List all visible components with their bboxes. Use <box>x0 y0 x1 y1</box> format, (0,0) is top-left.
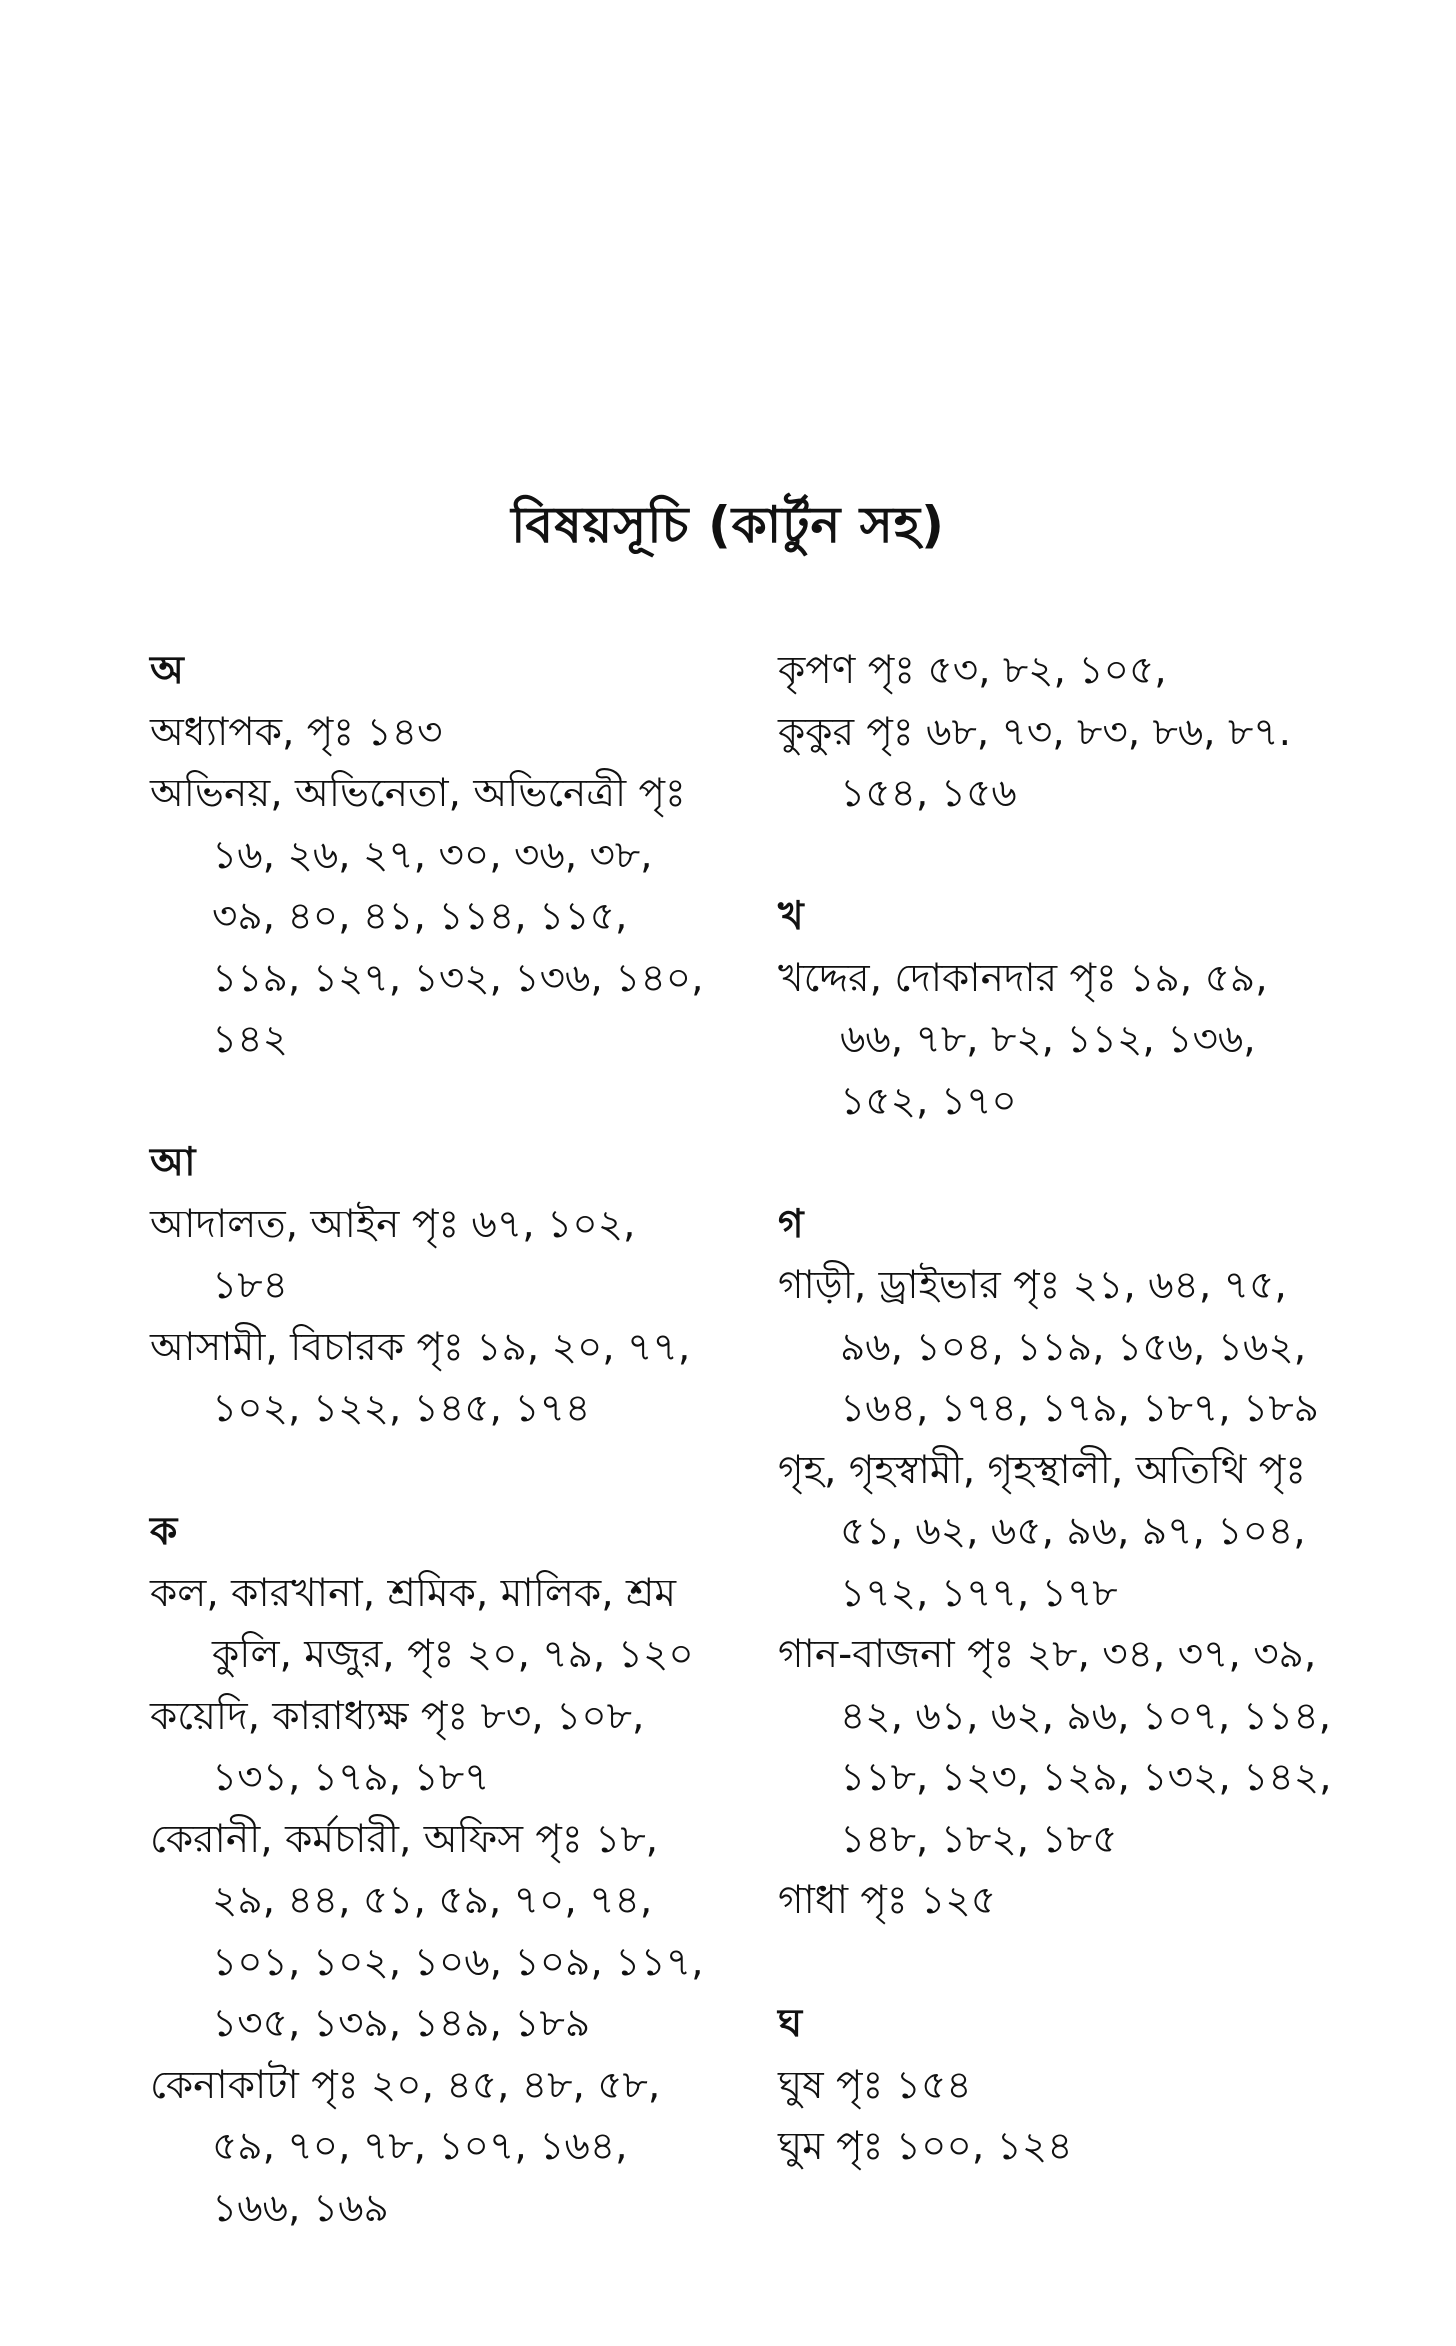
entry-heading-line: আদালত, আইন পৃঃ ৬৭, ১০২, <box>150 1201 636 1247</box>
entry-heading-line: গৃহ, গৃহস্বামী, গৃহস্থালী, অতিথি পৃঃ <box>778 1447 1307 1493</box>
index-entry <box>150 1194 730 1317</box>
index-entry <box>778 640 1358 702</box>
section-letter: আ <box>150 1140 196 1185</box>
entry-heading-line: গাড়ী, ড্রাইভার পৃঃ ২১, ৬৪, ৭৫, <box>778 1263 1287 1308</box>
entry-continuation-line: ৫১, ৬২, ৬৫, ৯৬, ৯৭, ১০৪, <box>840 1509 1306 1554</box>
entry-continuation-line: ১৪৮, ১৮২, ১৮৫ <box>840 1816 1118 1862</box>
entry-continuation-line: ১০২, ১২২, ১৪৫, ১৭৪ <box>212 1386 591 1431</box>
section-gap <box>778 1932 1358 1994</box>
index-entry <box>778 1255 1358 1440</box>
section-gap <box>150 1071 730 1133</box>
section-gap <box>150 1440 730 1502</box>
entry-heading-line: কৃপণ পৃঃ ৫৩, ৮২, ১০৫, <box>778 648 1167 693</box>
index-entry <box>778 2116 1358 2178</box>
section-gap <box>778 825 1358 887</box>
section-letter: গ <box>778 1201 804 1247</box>
entry-continuation-line: ১৬৬, ১৬৯ <box>212 2185 389 2231</box>
section-letter: খ <box>778 894 804 939</box>
entry-continuation-line: ৬৬, ৭৮, ৮২, ১১২, ১৩৬, <box>840 1017 1256 1062</box>
entry-heading-line: কয়েদি, কারাধ্যক্ষ পৃঃ ৮৩, ১০৮, <box>150 1693 645 1739</box>
index-entry <box>778 1440 1358 1625</box>
entry-continuation-line: ১১৯, ১২৭, ১৩২, ১৩৬, ১৪০, <box>212 955 704 1001</box>
section-letter: ক <box>150 1509 178 1554</box>
section-letter: ঘ <box>778 2001 803 2046</box>
page-title: বিষয়সূচি (কার্টুন সহ) <box>511 496 945 554</box>
index-entry <box>778 1870 1358 1932</box>
entry-continuation-line: ১০১, ১০২, ১০৬, ১০৯, ১১৭, <box>212 1939 704 1985</box>
entry-heading-line: খদ্দের, দোকানদার পৃঃ ১৯, ৫৯, <box>778 955 1268 1001</box>
entry-continuation-line: ৩৯, ৪০, ৪১, ১১৪, ১১৫, <box>212 894 628 939</box>
entry-continuation-line: ১৩৫, ১৩৯, ১৪৯, ১৮৯ <box>212 2001 591 2046</box>
section-gap <box>778 1132 1358 1194</box>
entry-heading-line: কেনাকাটা পৃঃ ২০, ৪৫, ৪৮, ৫৮, <box>150 2062 661 2108</box>
entry-continuation-line: ১৬, ২৬, ২৭, ৩০, ৩৬, ৩৮, <box>212 832 653 878</box>
entry-heading-line: অধ্যাপক, পৃঃ ১৪৩ <box>150 709 443 755</box>
index-entry <box>150 1563 730 1686</box>
index-entry <box>150 2055 730 2240</box>
index-entry <box>778 702 1358 825</box>
index-entry <box>150 1686 730 1809</box>
entry-continuation-line: ১৪২ <box>212 1017 288 1062</box>
entry-heading-line: কল, কারখানা, শ্রমিক, মালিক, শ্রম <box>150 1570 676 1616</box>
entry-heading-line: কেরানী, কর্মচারী, অফিস পৃঃ ১৮, <box>150 1816 659 1862</box>
entry-heading-line: গাধা পৃঃ ১২৫ <box>778 1878 997 1923</box>
index-entry <box>778 2055 1358 2117</box>
index-entry <box>150 702 730 764</box>
entry-continuation-line: ১৫২, ১৭০ <box>840 1078 1017 1124</box>
entry-heading-line: কুকুর পৃঃ ৬৮, ৭৩, ৮৩, ৮৬, ৮৭. <box>778 709 1292 755</box>
index-entry <box>150 1317 730 1440</box>
index-column-right <box>778 640 1358 2178</box>
index-entry <box>150 1809 730 2055</box>
entry-continuation-line: ১৩১, ১৭৯, ১৮৭ <box>212 1755 490 1800</box>
index-column-left <box>150 640 730 2239</box>
entry-continuation-line: ৯৬, ১০৪, ১১৯, ১৫৬, ১৬২, <box>840 1324 1307 1370</box>
entry-continuation-line: ৪২, ৬১, ৬২, ৯৬, ১০৭, ১১৪, <box>840 1693 1332 1739</box>
index-entry <box>778 1624 1358 1870</box>
entry-heading-line: অভিনয়, অভিনেতা, অভিনেত্রী পৃঃ <box>150 771 686 816</box>
entry-heading-line: ঘুম পৃঃ ১০০, ১২৪ <box>778 2124 1073 2169</box>
entry-continuation-line: ৫৯, ৭০, ৭৮, ১০৭, ১৬৪, <box>212 2124 628 2169</box>
entry-heading-line: আসামী, বিচারক পৃঃ ১৯, ২০, ৭৭, <box>150 1324 691 1370</box>
entry-continuation-line: ১৮৪ <box>212 1263 288 1308</box>
index-entry <box>778 948 1358 1133</box>
entry-continuation-line: ২৯, ৪৪, ৫১, ৫৯, ৭০, ৭৪, <box>212 1878 653 1923</box>
entry-continuation-line: কুলি, মজুর, পৃঃ ২০, ৭৯, ১২০ <box>212 1632 694 1677</box>
index-entry <box>150 763 730 1071</box>
entry-heading-line: ঘুষ পৃঃ ১৫৪ <box>778 2062 972 2108</box>
entry-continuation-line: ১৫৪, ১৫৬ <box>840 771 1017 816</box>
entry-continuation-line: ১৭২, ১৭৭, ১৭৮ <box>840 1570 1118 1616</box>
entry-heading-line: গান-বাজনা পৃঃ ২৮, ৩৪, ৩৭, ৩৯, <box>778 1632 1317 1677</box>
entry-continuation-line: ১৬৪, ১৭৪, ১৭৯, ১৮৭, ১৮৯ <box>840 1386 1319 1431</box>
section-letter: অ <box>150 648 184 693</box>
entry-continuation-line: ১১৮, ১২৩, ১২৯, ১৩২, ১৪২, <box>840 1755 1332 1800</box>
